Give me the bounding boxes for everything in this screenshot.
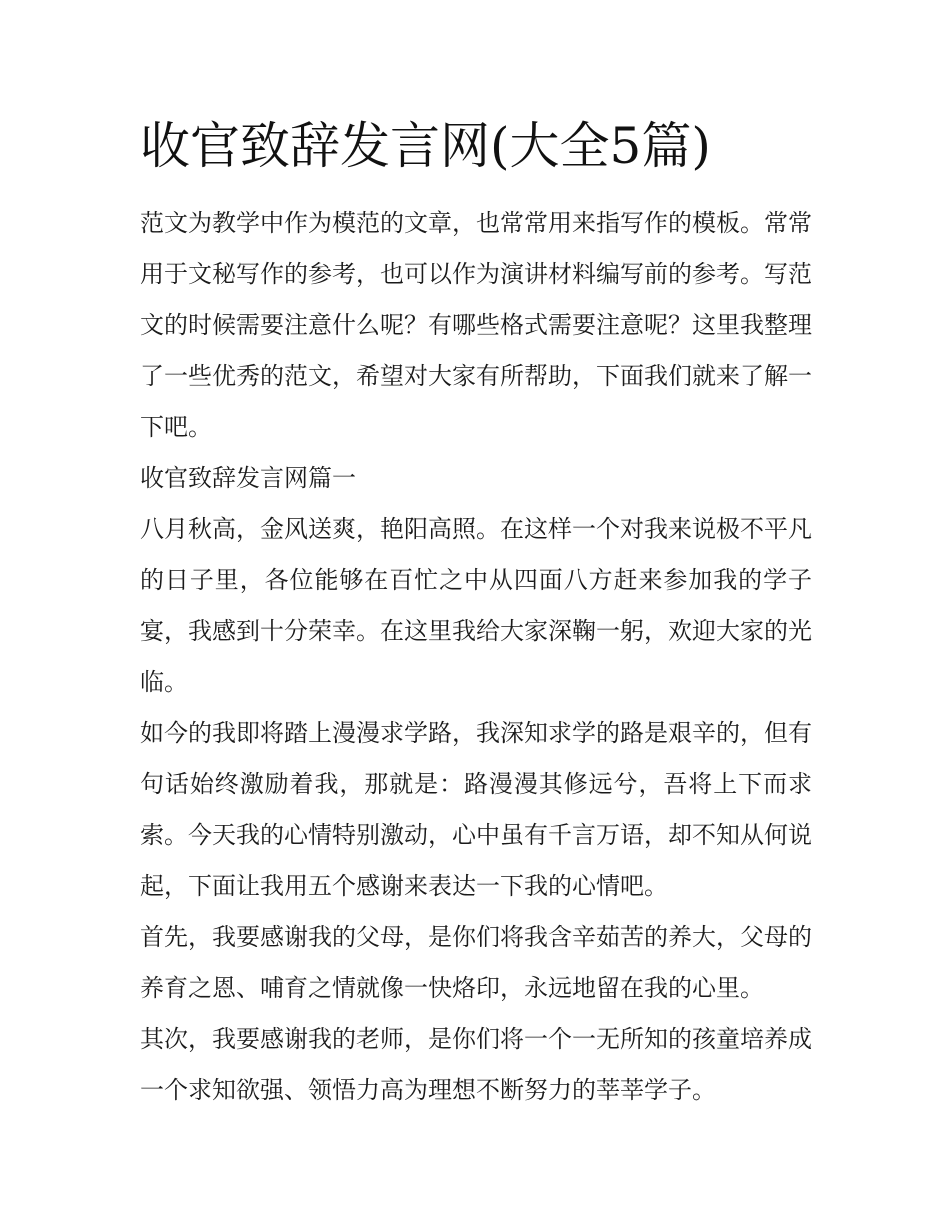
intro-paragraph: 范文为教学中作为模范的文章，也常常用来指写作的模板。常常用于文秘写作的参考，也可以作为演讲材料编写前的参考。写范文的时候需要注意什么呢？有哪些格式需要注意呢？这里我整理了一些优秀的范文，希望对大家有所帮助，下面我们就来了解一下吧。 <box>140 209 812 441</box>
body-paragraph: 首先，我要感谢我的父母，是你们将我含辛茹苦的养大，父母的养育之恩、哺育之情就像一快烙印，永远地留在我的心里。 <box>140 923 812 1002</box>
section-heading: 收官致辞发言网篇一 <box>140 464 356 492</box>
body-paragraph: 八月秋高，金风送爽，艳阳高照。在这样一个对我来说极不平凡的日子里，各位能够在百忙之中从四面八方赶来参加我的学子宴，我感到十分荣幸。在这里我给大家深鞠一躬，欢迎大家的光临。 <box>140 515 812 696</box>
document-body <box>140 198 812 1116</box>
body-paragraph: 其次，我要感谢我的老师，是你们将一个一无所知的孩童培养成一个求知欲强、领悟力高为理想不断努力的莘莘学子。 <box>140 1025 812 1104</box>
body-paragraph: 如今的我即将踏上漫漫求学路，我深知求学的路是艰辛的，但有句话始终激励着我，那就是：路漫漫其修远兮，吾将上下而求索。今天我的心情特别激动，心中虽有千言万语，却不知从何说起，下面让我用五个感谢来表达一下我的心情吧。 <box>140 719 812 900</box>
document-title: 收官致辞发言网(大全5篇) <box>140 117 711 175</box>
